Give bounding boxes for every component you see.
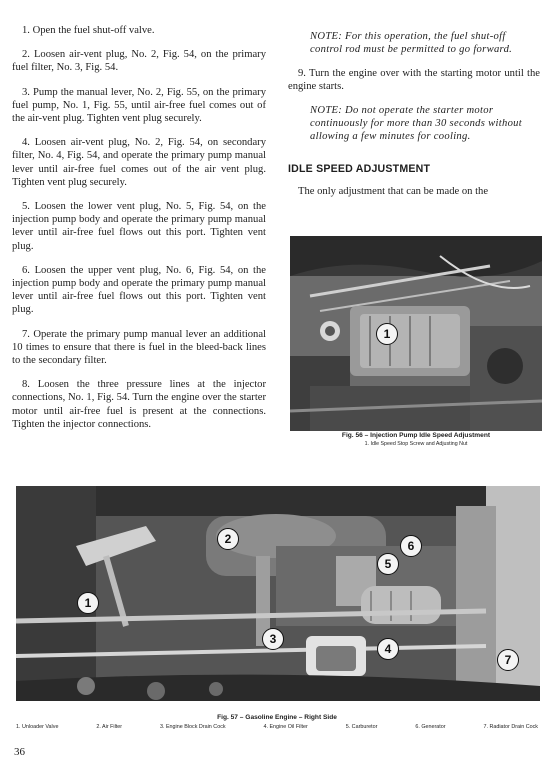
legend-item: 4. Engine Oil Filter [263, 724, 308, 730]
figure-57-callout-7: 7 [497, 649, 519, 671]
legend-item: 2. Air Filter [96, 724, 123, 730]
step-8: 8. Loosen the three pressure lines at the injector connections, No. 1, Fig. 54. Turn the engine over the starter motor until air-free fuel is present at the connections. Tighten the injector connections. [12, 379, 266, 430]
figure-57-callout-6: 6 [400, 535, 422, 557]
note-fuel-shutoff: NOTE: For this operation, the fuel shut-off control rod must be permitted to go forward. [310, 31, 513, 55]
legend-item: 1. Unloader Valve [16, 724, 59, 730]
figure-57-legend [12, 724, 542, 730]
note-starter-motor: NOTE: Do not operate the starter motor continuously for more than 30 seconds without allowing a few minutes for cooling. [310, 105, 523, 143]
figure-57-photo [16, 486, 540, 701]
figure-56-legend: 1. Idle Speed Stop Screw and Adjusting Nut [364, 441, 468, 447]
step-6: 6. Loosen the upper vent plug, No. 6, Fig. 54, on the injection pump body and operate the primary pump manual lever until air-free fuel flows out this port. Tighten vent plug. [12, 264, 266, 316]
figure-56-photo [290, 236, 542, 431]
step-4: 4. Loosen air-vent plug, No. 2, Fig. 54, on secondary filter, No. 4, Fig. 54, and operate the primary pump manual lever until air-free fuel comes out of the air vent plug. Tighten vent plug securely. [12, 137, 266, 188]
figure-57-callout-2: 2 [217, 528, 239, 550]
step-9: 9. Turn the engine over with the starting motor until the engine starts. [288, 68, 540, 93]
right-column [288, 30, 540, 210]
step-7: 7. Operate the primary pump manual lever an additional 10 times to ensure that there is fuel in the bleed-back lines to the secondary filter. [12, 328, 266, 367]
step-5: 5. Loosen the lower vent plug, No. 5, Fig. 54, on the injection pump body and operate the primary pump manual lever until air-free fuel flows out this port. Tighten vent plug. [12, 201, 266, 252]
step-3: 3. Pump the manual lever, No. 2, Fig. 55, on the primary fuel pump, No. 1, Fig. 55, until air-free fuel comes out of the air-vent plug. Tighten vent plug securely. [12, 86, 266, 125]
figure-57-callout-4: 4 [377, 638, 399, 660]
left-column [12, 24, 266, 442]
figure-57-callout-3: 3 [262, 628, 284, 650]
page-number: 36 [14, 746, 25, 758]
figure-57-callout-5: 5 [377, 553, 399, 575]
figure-56-caption [290, 432, 542, 447]
figure-57-callout-1: 1 [77, 592, 99, 614]
legend-item: 3. Engine Block Drain Cock [159, 724, 226, 730]
figure-56-callout-1: 1 [376, 323, 398, 345]
figure-57-caption [12, 714, 542, 730]
section-heading-idle-speed: IDLE SPEED ADJUSTMENT [288, 163, 431, 176]
figure-56-title: Fig. 56 – Injection Pump Idle Speed Adjustment [341, 432, 491, 439]
injection-pump-photo [290, 236, 542, 431]
legend-item: 5. Carburetor [345, 724, 378, 730]
step-1: 1. Open the fuel shut-off valve. [22, 25, 155, 36]
figure-57-title: Fig. 57 – Gasoline Engine – Right Side [217, 714, 337, 721]
step-2: 2. Loosen air-vent plug, No. 2, Fig. 54, on the primary fuel filter, No. 3, Fig. 54. [12, 49, 266, 74]
idle-speed-intro: The only adjustment that can be made on the [298, 186, 489, 198]
legend-item: 6. Generator [415, 724, 446, 730]
legend-item: 7. Radiator Drain Cock [483, 724, 538, 730]
